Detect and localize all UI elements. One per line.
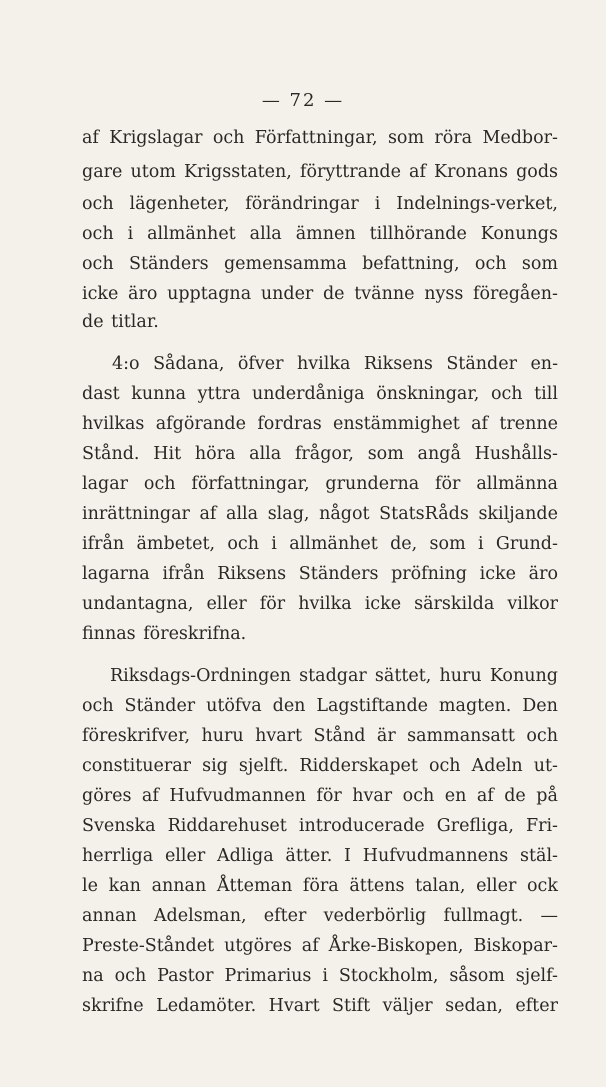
word: i [271,534,277,554]
word: grunderna [325,474,420,494]
word: af [82,128,99,148]
word: som [521,254,558,274]
text-line [82,158,558,186]
text-line [82,220,558,248]
word: allmänhet [147,224,236,244]
word: Ledamöter. [156,996,257,1016]
word: Riksdags-Ordningen [110,666,291,686]
word: föregåen- [473,284,558,304]
word: Stockholm, [338,966,439,986]
word: nyss [424,284,464,304]
word: och [474,254,507,274]
word: och [212,128,245,148]
word: — [540,906,558,926]
word: Krigsstaten, [183,162,292,182]
text-line [82,190,558,218]
word: inrättningar [82,504,190,524]
word: ut- [533,756,558,776]
word: Adeln [471,756,523,776]
word: gods [516,162,558,182]
word: och [227,534,259,554]
word: på [536,786,558,806]
word: afgörande [155,414,246,434]
word: fordras [257,414,322,434]
word: slag, [267,504,310,524]
word: ämbetet, [136,534,216,554]
text-line [112,350,558,378]
word: 4:o [112,354,140,374]
word: såsom [449,966,505,986]
text-line [82,124,558,152]
word: särskilda [414,594,495,614]
word: Stånd [313,726,366,746]
word: stäl- [520,846,558,866]
word: tvänne [354,284,415,304]
word: Biskopar- [473,936,558,956]
text-line [82,530,558,558]
word: ifrån [162,564,205,584]
word: Författningar, [254,128,378,148]
word: I [344,846,351,866]
word: angå [417,444,461,464]
word: är [376,726,396,746]
word: annan [82,906,137,926]
word: lagarna [82,564,150,584]
text-line [82,500,558,528]
word: Ständer [446,354,517,374]
text-line [82,932,558,960]
word: väljer [382,996,433,1016]
word: constituerar [82,756,192,776]
word: trenne [499,414,558,434]
word: gare [82,162,123,182]
word: kan [108,876,141,896]
word: skiljande [478,504,558,524]
word: efter [263,906,307,926]
word: upptagna [167,284,252,304]
word: Riksens [217,564,287,584]
word: kunna [131,384,187,404]
page-number: — 72 — [261,90,345,111]
word: sjelft. [238,756,289,776]
word: ättens [349,876,405,896]
word: alla [249,224,282,244]
word: Ständer [124,696,196,716]
word: Den [522,696,558,716]
word: huru [439,666,482,686]
text-line [82,962,558,990]
word: le [82,876,98,896]
word: utgöres [224,936,292,956]
word: författningar, [191,474,310,494]
text-line [82,992,558,1020]
word: Stift [332,996,371,1016]
word: Sådana, [153,354,225,374]
word: Adelsman, [153,906,247,926]
word: Årke-Biskopen, [328,936,464,956]
word: Ridderskapet [299,756,418,776]
word: hvart [255,726,303,746]
text-line [82,440,558,468]
text-line [82,250,558,278]
word: Grefliga, [436,816,514,836]
word: magten. [438,696,512,716]
word: enstämmighet [333,414,460,434]
word: och [143,474,176,494]
text-line [82,470,558,498]
word: pröfning [391,564,467,584]
word: Hufvudmannens [362,846,509,866]
word: som [387,128,425,148]
text-line [82,842,558,870]
text-line [82,560,558,588]
word: Kronans [434,162,508,182]
word: icke [364,594,402,614]
word: som [429,534,466,554]
word: och [82,194,114,214]
word: de [504,786,526,806]
word: Hit [153,444,182,464]
word: och [82,696,114,716]
word: för [259,594,286,614]
word: till [534,384,558,404]
word: Konungs [480,224,558,244]
word: annan [151,876,207,896]
word: Grund- [495,534,558,554]
text-line: de titlar. [82,312,159,332]
word: föreskrifver, [82,726,191,746]
word: förändringar [245,194,359,214]
text-line [82,380,558,408]
word: vederbörlig [323,906,427,926]
word: en [444,786,467,806]
word: sättet, [374,666,432,686]
word: och [82,254,114,274]
text-line: finnas föreskrifna. [82,624,247,644]
word: och [490,384,523,404]
word: efter [515,996,558,1016]
word: allmänhet [289,534,378,554]
word: alla [226,504,259,524]
word: af [409,162,426,182]
word: och [402,786,435,806]
word: utom [130,162,176,182]
word: hvilka [298,594,352,614]
word: sjelf- [515,966,558,986]
word: talan, [415,876,466,896]
word: och [82,224,114,244]
word: hvilkas [82,414,145,434]
word: Riksens [363,354,433,374]
word: Pastor [157,966,214,986]
word: af [476,786,494,806]
word: af [301,936,319,956]
word: äro [128,284,158,304]
word: hvilka [296,354,351,374]
word: af [141,786,159,806]
word: ock [527,876,558,896]
word: befattning, [362,254,460,274]
word: ifrån [82,534,125,554]
word: sig [202,756,228,776]
word: Åtteman [216,876,293,896]
word: Indelnings-verket, [396,194,558,214]
word: i [322,966,328,986]
word: allmänna [476,474,558,494]
word: röra [434,128,473,148]
word: lagar [82,474,129,494]
word: Medbor- [482,128,558,148]
word: eller [476,876,517,896]
word: och [114,966,147,986]
word: Preste-Ståndet [82,936,215,956]
word: de, [390,534,418,554]
word: undantagna, [82,594,194,614]
word: Adliga [216,846,274,866]
word: för [435,474,461,494]
word: underdåniga [252,384,365,404]
word: för [316,786,342,806]
word: under [260,284,314,304]
word: na [82,966,104,986]
text-line [82,782,558,810]
word: föryttrande [299,162,401,182]
word: dast [82,384,120,404]
word: önskningar, [376,384,480,404]
word: af [471,414,488,434]
word: i [374,194,381,214]
word: StatsRåds [379,504,469,524]
word: hvar [352,786,393,806]
word: introducerade [298,816,425,836]
word: Primarius [224,966,312,986]
word: skrifne [82,996,144,1016]
word: Stånd. [82,444,140,464]
word: Konung [489,666,558,686]
word: Hvart [268,996,320,1016]
word: utöfva [206,696,262,716]
word: eller [164,846,206,866]
word: af [199,504,217,524]
word: yttra [197,384,241,404]
word: gemensamma [223,254,347,274]
text-line [82,410,558,438]
word: i [127,224,134,244]
text-line [82,692,558,720]
word: stadgar [299,666,367,686]
word: Krigslagar [109,128,203,148]
text-line [82,812,558,840]
word: äro [528,564,558,584]
word: Lagstiftande [316,696,429,716]
word: Ständers [298,564,379,584]
word: ätter. [285,846,333,866]
text-line [82,722,558,750]
word: frågor, [294,444,354,464]
word: och [526,726,558,746]
word: de [322,284,345,304]
word: huru [201,726,244,746]
word: fullmagt. [443,906,524,926]
word: en- [530,354,558,374]
word: och [428,756,461,776]
word: vilkor [507,594,558,614]
word: Riddarehuset [167,816,287,836]
text-line [110,662,558,690]
word: som [367,444,404,464]
word: alla [249,444,282,464]
word: tillhörande [369,224,467,244]
word: Ständers [128,254,209,274]
word: lägenheter, [129,194,230,214]
word: Hufvudmannen [169,786,306,806]
word: icke [82,284,119,304]
word: sammansatt [407,726,515,746]
word: något [319,504,370,524]
word: Svenska [82,816,156,836]
word: i [477,534,484,554]
text-line [82,752,558,780]
word: herrliga [82,846,154,866]
word: Hushålls- [474,444,558,464]
text-line [82,590,558,618]
text-line [82,902,558,930]
word: ämnen [295,224,356,244]
text-line [82,872,558,900]
word: icke [479,564,516,584]
word: föra [302,876,339,896]
word: höra [194,444,236,464]
text-line [82,280,558,308]
word: Fri- [525,816,558,836]
word: sedan, [445,996,503,1016]
word: den [272,696,306,716]
word: göres [82,786,132,806]
word: öfver [237,354,284,374]
word: eller [206,594,247,614]
